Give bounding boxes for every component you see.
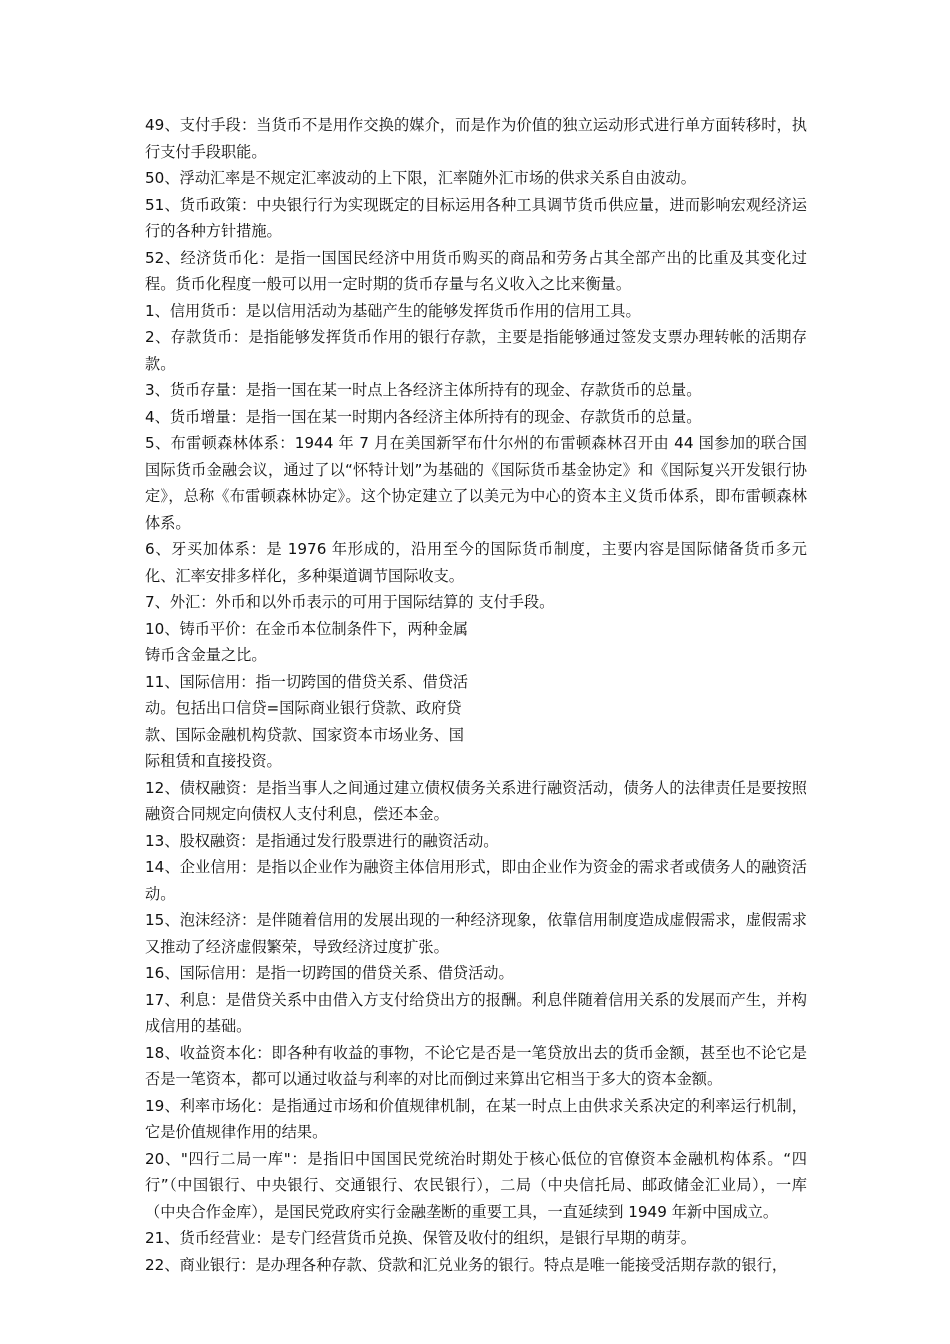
term-paragraph-4: 4、货币增量：是指一国在某一时期内各经济主体所持有的现金、存款货币的总量。 [145, 407, 702, 426]
term-paragraph-50: 50、浮动汇率是不规定汇率波动的上下限，汇率随外汇市场的供求关系自由波动。 [145, 169, 696, 187]
term-paragraph-11-line-3: 款、国际金融机构贷款、国家资本市场业务、国 [145, 725, 464, 744]
term-paragraph-21: 21、货币经营业：是专门经营货币兑换、保管及收付的组织，是银行早期的萌芽。 [145, 1229, 696, 1247]
term-paragraph-16: 16、国际信用：是指一切跨国的借贷关系、借贷活动。 [145, 964, 514, 982]
term-paragraph-2: 2、存款货币：是指能够发挥货币作用的银行存款，主要是指能够通过签发支票办理转帐的活期存款。 [145, 328, 807, 373]
term-paragraph-12: 12、债权融资：是指当事人之间通过建立债权债务关系进行融资活动，债务人的法律责任是要按照融资合同规定向债权人支付利息，偿还本金。 [145, 778, 807, 823]
term-paragraph-11-line-2: 动。包括出口信贷=国际商业银行贷款、政府贷 [145, 699, 462, 717]
term-paragraph-10-line-2: 铸币含金量之比。 [145, 646, 267, 664]
term-paragraph-22: 22、商业银行：是办理各种存款、贷款和汇兑业务的银行。特点是唯一能接受活期存款的银行， [145, 1255, 788, 1274]
term-paragraph-6: 6、牙买加体系：是 1976 年形成的，沿用至今的国际货币制度，主要内容是国际储备货币多元化、汇率安排多样化，多种渠道调节国际收支。 [145, 540, 807, 585]
term-paragraph-51: 51、货币政策：中央银行行为实现既定的目标运用各种工具调节货币供应量，进而影响宏观经济运行的各种方针措施。 [145, 195, 807, 240]
term-paragraph-15: 15、泡沫经济：是伴随着信用的发展出现的一种经济现象，依靠信用制度造成虚假需求，虚假需求又推动了经济虚假繁荣，导致经济过度扩张。 [145, 911, 807, 956]
term-paragraph-11-line-4: 际租赁和直接投资。 [145, 752, 282, 770]
term-paragraph-5: 5、布雷顿森林体系：1944 年 7 月在美国新罕布什尔州的布雷顿森林召开由 44 国参加的联合国国际货币金融会议，通过了以“怀特计划”为基础的《国际货币基金协定》和《国际复兴开发银行协定》，总称《布雷顿森林协定》。这个协定建立了以美元为中心的资本主义货币体系，即布雷顿森林体系。 [145, 434, 807, 532]
term-paragraph-10-line-1: 10、铸币平价：在金币本位制条件下，两种金属 [145, 619, 469, 638]
term-paragraph-13: 13、股权融资：是指通过发行股票进行的融资活动。 [145, 831, 499, 850]
term-paragraph-1: 1、信用货币：是以信用活动为基础产生的能够发挥货币作用的信用工具。 [145, 301, 641, 320]
term-paragraph-11-line-1: 11、国际信用：指一切跨国的借贷关系、借贷活 [145, 672, 469, 691]
term-paragraph-3: 3、货币存量：是指一国在某一时点上各经济主体所持有的现金、存款货币的总量。 [145, 381, 702, 399]
term-paragraph-14: 14、企业信用：是指以企业作为融资主体信用形式，即由企业作为资金的需求者或债务人的融资活动。 [145, 858, 807, 903]
term-paragraph-49: 49、支付手段：当货币不是用作交换的媒介，而是作为价值的独立运动形式进行单方面转移时，执行支付手段职能。 [145, 116, 807, 161]
term-paragraph-52: 52、经济货币化：是指一国国民经济中用货币购买的商品和劳务占其全部产出的比重及其变化过程。货币化程度一般可以用一定时期的货币存量与名义收入之比来衡量。 [145, 248, 807, 293]
document-body [145, 112, 807, 1278]
term-paragraph-17: 17、利息：是借贷关系中由借入方支付给贷出方的报酬。利息伴随着信用关系的发展而产生，并构成信用的基础。 [145, 990, 807, 1035]
term-paragraph-7: 7、外汇：外币和以外币表示的可用于国际结算的 支付手段。 [145, 593, 555, 611]
term-paragraph-20: 20、"四行二局一库"：是指旧中国国民党统治时期处于核心低位的官僚资本金融机构体系。“四行”（中国银行、中央银行、交通银行、农民银行），二局（中央信托局、邮政储金汇业局），一库（中央合作金库），是国民党政府实行金融垄断的重要工具，一直延续到 1949 年新中国成立。 [145, 1149, 807, 1221]
term-paragraph-19: 19、利率市场化：是指通过市场和价值规律机制，在某一时点上由供求关系决定的利率运行机制，它是价值规律作用的结果。 [145, 1096, 807, 1141]
term-paragraph-18: 18、收益资本化：即各种有收益的事物，不论它是否是一笔贷放出去的货币金额，甚至也不论它是否是一笔资本，都可以通过收益与利率的对比而倒过来算出它相当于多大的资本金额。 [145, 1043, 807, 1088]
